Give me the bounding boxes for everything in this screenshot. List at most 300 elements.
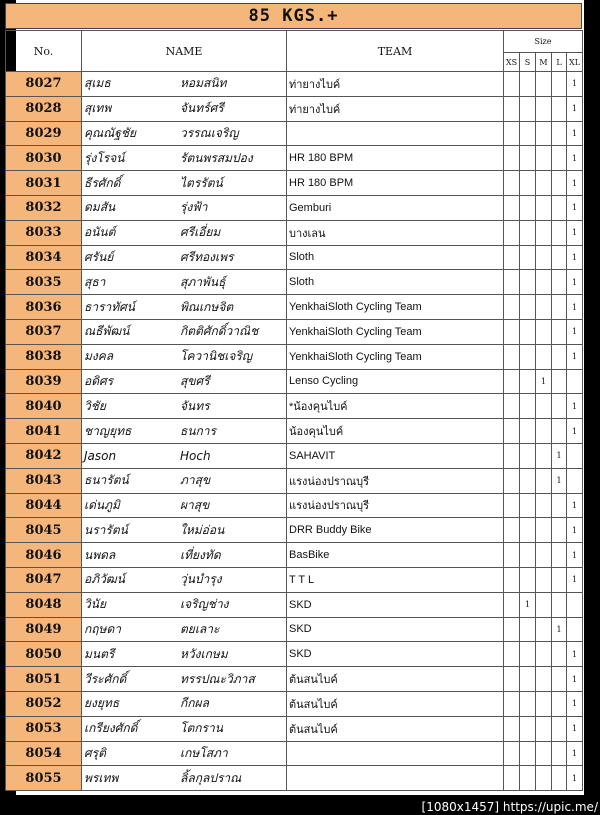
size-xs-count <box>504 245 520 270</box>
size-m-count <box>536 96 552 121</box>
size-xl-count: 1 <box>567 295 583 320</box>
rider-name <box>82 741 287 766</box>
size-s-count <box>520 220 536 245</box>
size-s-count <box>520 766 536 791</box>
size-xs-count <box>504 617 520 642</box>
size-xl-count <box>567 369 583 394</box>
bib-number: 8037 <box>6 319 82 344</box>
size-m-count <box>536 146 552 171</box>
last-name: Hoch <box>180 448 211 463</box>
size-xs-count <box>504 468 520 493</box>
table-row <box>6 270 583 295</box>
first-name: ณธีพัฒน์ <box>84 324 130 339</box>
size-xl-count: 1 <box>567 667 583 692</box>
size-s-count <box>520 567 536 592</box>
table-row <box>6 419 583 444</box>
size-m-count <box>536 121 552 146</box>
bib-number: 8032 <box>6 195 82 220</box>
image-host-footer: [1080x1457] https://upic.me/ <box>421 800 598 814</box>
size-m-count <box>536 468 552 493</box>
last-name: จันทร์ศรี <box>180 101 224 116</box>
team-name: SAHAVIT <box>287 443 504 468</box>
size-xl-count: 1 <box>567 270 583 295</box>
table-row <box>6 319 583 344</box>
size-xs-count <box>504 369 520 394</box>
rider-name <box>82 270 287 295</box>
first-name: อภิวัฒน์ <box>84 572 125 587</box>
table-row <box>6 617 583 642</box>
last-name: รัตนพรสมปอง <box>180 150 253 165</box>
team-name: SKD <box>287 592 504 617</box>
team-name: Gemburi <box>287 195 504 220</box>
size-s-count <box>520 319 536 344</box>
size-xl-count: 1 <box>567 72 583 97</box>
size-xl-count: 1 <box>567 766 583 791</box>
team-name: บางเลน <box>287 220 504 245</box>
last-name: จันทร <box>180 398 210 413</box>
size-l-count <box>552 691 567 716</box>
size-xl-count <box>567 468 583 493</box>
category-title: 85 KGS.+ <box>5 3 582 29</box>
team-name: Sloth <box>287 270 504 295</box>
table-row <box>6 642 583 667</box>
size-m-count <box>536 518 552 543</box>
size-xl-count: 1 <box>567 543 583 568</box>
first-name: วิชัย <box>84 398 106 413</box>
size-s-count <box>520 394 536 419</box>
size-m-count <box>536 667 552 692</box>
size-xs-count <box>504 121 520 146</box>
size-l-count <box>552 766 567 791</box>
rider-name <box>82 72 287 97</box>
size-s-count <box>520 369 536 394</box>
last-name: ผาสุข <box>180 497 210 512</box>
size-s-count <box>520 617 536 642</box>
team-name: ท่ายางไบค์ <box>287 72 504 97</box>
size-xs-count <box>504 741 520 766</box>
bib-number: 8031 <box>6 171 82 196</box>
header-size-m: M <box>536 53 552 72</box>
team-name: SKD <box>287 617 504 642</box>
team-name: Lenso Cycling <box>287 369 504 394</box>
size-m-count <box>536 419 552 444</box>
table-row <box>6 667 583 692</box>
rider-name <box>82 121 287 146</box>
size-m-count: 1 <box>536 369 552 394</box>
size-l-count <box>552 567 567 592</box>
last-name: ไตรรัตน์ <box>180 175 223 190</box>
team-name: *น้องคุนไบค์ <box>287 394 504 419</box>
size-s-count <box>520 691 536 716</box>
size-m-count <box>536 72 552 97</box>
rider-name <box>82 394 287 419</box>
last-name: เที่ยงทัด <box>180 547 221 562</box>
first-name: สุเมธ <box>84 76 111 91</box>
bib-number: 8055 <box>6 766 82 791</box>
size-xs-count <box>504 716 520 741</box>
size-xl-count: 1 <box>567 567 583 592</box>
size-xl-count: 1 <box>567 146 583 171</box>
last-name: วุ่นบำรุง <box>180 572 222 587</box>
table-row <box>6 567 583 592</box>
first-name: นพดล <box>84 547 116 562</box>
team-name: แรงน่องปราณบุรี <box>287 493 504 518</box>
first-name: คุณณัฐชัย <box>84 125 137 140</box>
last-name: ใหม่อ่อน <box>180 522 225 537</box>
team-name: น้องคุนไบค์ <box>287 419 504 444</box>
bib-number: 8048 <box>6 592 82 617</box>
team-name: HR 180 BPM <box>287 146 504 171</box>
last-name: ศรีทองเพร <box>180 249 234 264</box>
size-s-count <box>520 195 536 220</box>
first-name: อดิศร <box>84 373 114 388</box>
last-name: กีกผล <box>180 696 209 711</box>
size-xs-count <box>504 344 520 369</box>
size-s-count <box>520 146 536 171</box>
last-name: ธนการ <box>180 423 216 438</box>
size-xs-count <box>504 146 520 171</box>
size-xs-count <box>504 691 520 716</box>
size-s-count <box>520 741 536 766</box>
bib-number: 8042 <box>6 443 82 468</box>
last-name: ทรรปณะวิภาส <box>180 671 255 686</box>
bib-number: 8030 <box>6 146 82 171</box>
size-s-count <box>520 270 536 295</box>
bib-number: 8036 <box>6 295 82 320</box>
size-s-count: 1 <box>520 592 536 617</box>
first-name: มงคล <box>84 349 114 364</box>
size-s-count <box>520 171 536 196</box>
size-xl-count: 1 <box>567 171 583 196</box>
size-l-count: 1 <box>552 617 567 642</box>
rider-name <box>82 567 287 592</box>
last-name: ตยเลาะ <box>180 621 220 636</box>
table-row <box>6 245 583 270</box>
size-m-count <box>536 741 552 766</box>
first-name: สุธา <box>84 274 106 289</box>
size-xl-count: 1 <box>567 691 583 716</box>
size-xl-count: 1 <box>567 394 583 419</box>
size-xs-count <box>504 171 520 196</box>
size-xl-count: 1 <box>567 493 583 518</box>
team-name: ต้นสนไบค์ <box>287 691 504 716</box>
size-l-count <box>552 642 567 667</box>
size-l-count <box>552 72 567 97</box>
size-xs-count <box>504 592 520 617</box>
rider-name <box>82 146 287 171</box>
size-m-count <box>536 567 552 592</box>
size-s-count <box>520 667 536 692</box>
rider-name <box>82 543 287 568</box>
table-row <box>6 741 583 766</box>
size-l-count <box>552 543 567 568</box>
bib-number: 8033 <box>6 220 82 245</box>
header-no: No. <box>6 31 82 72</box>
rider-name <box>82 369 287 394</box>
last-name: พิณเกษจิต <box>180 299 234 314</box>
size-m-count <box>536 617 552 642</box>
size-m-count <box>536 642 552 667</box>
first-name: เด่นภูมิ <box>84 497 120 512</box>
size-xl-count: 1 <box>567 121 583 146</box>
size-l-count <box>552 270 567 295</box>
size-l-count <box>552 96 567 121</box>
bib-number: 8029 <box>6 121 82 146</box>
first-name: Jason <box>84 448 117 463</box>
size-m-count <box>536 344 552 369</box>
team-name: แรงน่องปราณบุรี <box>287 468 504 493</box>
table-row <box>6 394 583 419</box>
first-name: เกรียงศักดิ์ <box>84 721 138 736</box>
table-row <box>6 518 583 543</box>
rider-name <box>82 617 287 642</box>
size-l-count <box>552 394 567 419</box>
bib-number: 8034 <box>6 245 82 270</box>
size-s-count <box>520 716 536 741</box>
size-xs-count <box>504 96 520 121</box>
first-name: วินัย <box>84 597 106 612</box>
last-name: สุภาพันธุ์ <box>180 274 226 289</box>
table-row <box>6 493 583 518</box>
table-row <box>6 443 583 468</box>
size-xs-count <box>504 493 520 518</box>
size-s-count <box>520 245 536 270</box>
rider-name <box>82 518 287 543</box>
size-l-count <box>552 295 567 320</box>
table-row <box>6 121 583 146</box>
table-row <box>6 592 583 617</box>
size-l-count <box>552 369 567 394</box>
first-name: มนตรี <box>84 646 115 661</box>
size-xl-count: 1 <box>567 642 583 667</box>
size-m-count <box>536 394 552 419</box>
rider-name <box>82 667 287 692</box>
team-name: ท่ายางไบค์ <box>287 96 504 121</box>
size-l-count <box>552 195 567 220</box>
size-l-count <box>552 171 567 196</box>
table-row <box>6 468 583 493</box>
last-name: สุขศรี <box>180 373 210 388</box>
team-name: YenkhaiSloth Cycling Team <box>287 295 504 320</box>
first-name: วีระศักดิ์ <box>84 671 127 686</box>
size-xl-count: 1 <box>567 716 583 741</box>
size-xs-count <box>504 443 520 468</box>
team-name: HR 180 BPM <box>287 171 504 196</box>
size-m-count <box>536 592 552 617</box>
bib-number: 8046 <box>6 543 82 568</box>
table-row <box>6 295 583 320</box>
first-name: อนันต์ <box>84 225 116 240</box>
table-row <box>6 766 583 791</box>
last-name: โตกราน <box>180 721 223 736</box>
rider-name <box>82 691 287 716</box>
size-m-count <box>536 171 552 196</box>
size-xs-count <box>504 419 520 444</box>
last-name: วรรณเจริญ <box>180 125 239 140</box>
table-row <box>6 220 583 245</box>
bib-number: 8035 <box>6 270 82 295</box>
first-name: ชาญยุทธ <box>84 423 132 438</box>
rider-name <box>82 716 287 741</box>
table-row <box>6 72 583 97</box>
bib-number: 8038 <box>6 344 82 369</box>
size-l-count <box>552 741 567 766</box>
table-row <box>6 171 583 196</box>
team-name <box>287 741 504 766</box>
size-xl-count: 1 <box>567 220 583 245</box>
first-name: กฤษดา <box>84 621 121 636</box>
size-s-count <box>520 121 536 146</box>
header-name: NAME <box>82 31 287 72</box>
size-m-count <box>536 691 552 716</box>
header-size-xl: XL <box>567 53 583 72</box>
size-m-count <box>536 220 552 245</box>
first-name: ยงยุทธ <box>84 696 120 711</box>
bib-number: 8054 <box>6 741 82 766</box>
table-row <box>6 543 583 568</box>
size-xl-count <box>567 592 583 617</box>
team-name: ต้นสนไบค์ <box>287 667 504 692</box>
size-l-count: 1 <box>552 443 567 468</box>
size-s-count <box>520 295 536 320</box>
size-l-count <box>552 146 567 171</box>
size-xs-count <box>504 518 520 543</box>
last-name: หอมสนิท <box>180 76 227 91</box>
rider-name <box>82 319 287 344</box>
size-m-count <box>536 543 552 568</box>
size-l-count <box>552 493 567 518</box>
size-l-count: 1 <box>552 468 567 493</box>
size-l-count <box>552 121 567 146</box>
size-xs-count <box>504 72 520 97</box>
bib-number: 8051 <box>6 667 82 692</box>
size-l-count <box>552 592 567 617</box>
last-name: รุ่งฟ้า <box>180 200 208 215</box>
header-size-s: S <box>520 53 536 72</box>
size-xs-count <box>504 220 520 245</box>
size-s-count <box>520 344 536 369</box>
size-s-count <box>520 493 536 518</box>
rider-name <box>82 96 287 121</box>
bib-number: 8041 <box>6 419 82 444</box>
rider-name <box>82 220 287 245</box>
team-name: YenkhaiSloth Cycling Team <box>287 319 504 344</box>
bib-number: 8047 <box>6 567 82 592</box>
header-size-l: L <box>552 53 567 72</box>
header-team: TEAM <box>287 31 504 72</box>
size-s-count <box>520 642 536 667</box>
size-l-count <box>552 220 567 245</box>
table-row <box>6 716 583 741</box>
size-m-count <box>536 716 552 741</box>
last-name: เกษโสภา <box>180 745 228 760</box>
bib-number: 8052 <box>6 691 82 716</box>
team-name: YenkhaiSloth Cycling Team <box>287 344 504 369</box>
team-name <box>287 121 504 146</box>
registration-table <box>5 30 583 791</box>
table-row <box>6 691 583 716</box>
size-m-count <box>536 319 552 344</box>
bib-number: 8028 <box>6 96 82 121</box>
team-name: Sloth <box>287 245 504 270</box>
size-xl-count: 1 <box>567 741 583 766</box>
size-xl-count: 1 <box>567 195 583 220</box>
bib-number: 8039 <box>6 369 82 394</box>
last-name: ภาสุข <box>180 473 211 488</box>
first-name: นรารัตน์ <box>84 522 128 537</box>
bib-number: 8040 <box>6 394 82 419</box>
team-name: DRR Buddy Bike <box>287 518 504 543</box>
size-l-count <box>552 667 567 692</box>
last-name: โควานิชเจริญ <box>180 349 253 364</box>
size-xs-count <box>504 270 520 295</box>
size-m-count <box>536 766 552 791</box>
first-name: สุเทพ <box>84 101 112 116</box>
last-name: เจริญช่าง <box>180 597 229 612</box>
header-size: Size <box>504 31 583 53</box>
bib-number: 8053 <box>6 716 82 741</box>
last-name: กิตติศักดิ์วาณิช <box>180 324 259 339</box>
size-xs-count <box>504 567 520 592</box>
size-l-count <box>552 344 567 369</box>
rider-name <box>82 642 287 667</box>
bib-number: 8049 <box>6 617 82 642</box>
bib-number: 8043 <box>6 468 82 493</box>
size-xs-count <box>504 766 520 791</box>
bib-number: 8045 <box>6 518 82 543</box>
first-name: ศรันย์ <box>84 249 114 264</box>
size-xs-count <box>504 319 520 344</box>
size-xl-count <box>567 617 583 642</box>
rider-name <box>82 195 287 220</box>
rider-name <box>82 295 287 320</box>
size-xs-count <box>504 642 520 667</box>
first-name: ธาราทัศน์ <box>84 299 135 314</box>
size-xs-count <box>504 295 520 320</box>
size-xl-count <box>567 443 583 468</box>
size-l-count <box>552 245 567 270</box>
rider-name <box>82 171 287 196</box>
size-m-count <box>536 443 552 468</box>
team-name: T T L <box>287 567 504 592</box>
rider-name <box>82 468 287 493</box>
size-xl-count: 1 <box>567 344 583 369</box>
size-s-count <box>520 518 536 543</box>
first-name: พรเทพ <box>84 770 119 785</box>
rider-name <box>82 493 287 518</box>
size-xl-count: 1 <box>567 319 583 344</box>
size-m-count <box>536 245 552 270</box>
table-row <box>6 369 583 394</box>
size-xs-count <box>504 543 520 568</box>
size-m-count <box>536 295 552 320</box>
table-row <box>6 146 583 171</box>
size-xs-count <box>504 667 520 692</box>
bib-number: 8050 <box>6 642 82 667</box>
size-xs-count <box>504 394 520 419</box>
size-s-count <box>520 72 536 97</box>
rider-name <box>82 344 287 369</box>
first-name: ธนารัตน์ <box>84 473 129 488</box>
size-s-count <box>520 543 536 568</box>
size-l-count <box>552 419 567 444</box>
size-s-count <box>520 443 536 468</box>
last-name: หวังเกษม <box>180 646 228 661</box>
table-row <box>6 344 583 369</box>
size-xs-count <box>504 195 520 220</box>
size-xl-count: 1 <box>567 245 583 270</box>
size-l-count <box>552 716 567 741</box>
